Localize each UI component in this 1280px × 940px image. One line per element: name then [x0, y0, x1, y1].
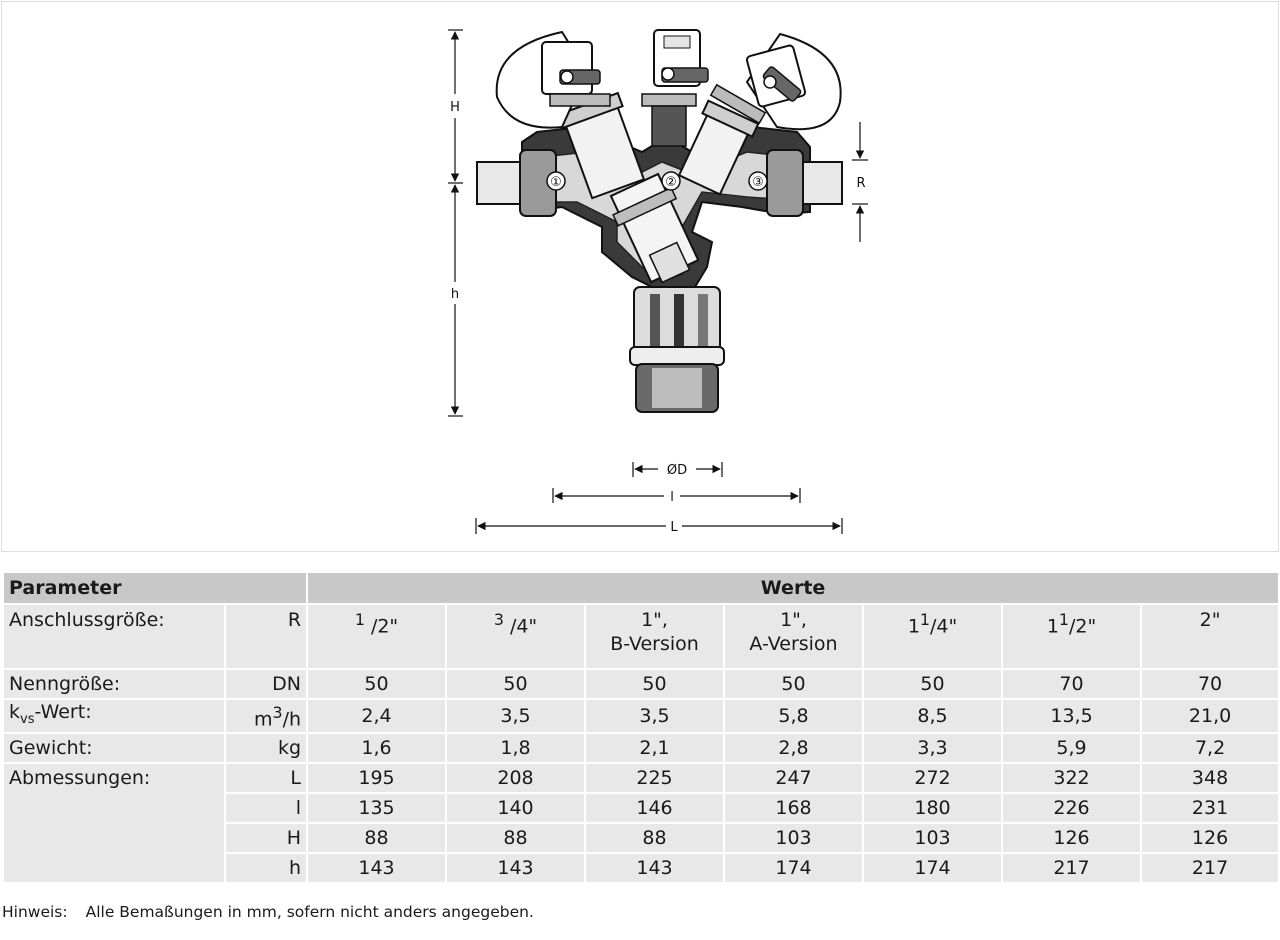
cell: 126 [1141, 823, 1279, 853]
cell: 146 [585, 793, 724, 823]
row-unit: H [225, 823, 307, 853]
table-header-row [3, 572, 1279, 604]
cell: 143 [446, 853, 585, 883]
cell: 135 [307, 793, 446, 823]
cell: 217 [1141, 853, 1279, 883]
footnote-label: Hinweis: [2, 903, 68, 921]
port-number-3: ③ [752, 175, 764, 190]
dim-label-D: ØD [666, 463, 688, 478]
row-unit: DN [225, 669, 307, 699]
cell: 225 [585, 763, 724, 793]
footnote [2, 903, 534, 921]
cell: 70 [1141, 669, 1279, 699]
table-row-anschlussgroesse [3, 604, 1279, 669]
table-row-kvs-wert [3, 699, 1279, 733]
table-row-gewicht [3, 733, 1279, 763]
cell: 2,4 [307, 699, 446, 733]
cell: 50 [724, 669, 863, 699]
cell: 70 [1002, 669, 1141, 699]
cell: 322 [1002, 763, 1141, 793]
cell: 348 [1141, 763, 1279, 793]
row-label: Abmessungen: [3, 763, 225, 883]
cell: 3,3 [863, 733, 1002, 763]
valve-body [477, 30, 842, 412]
header-parameter: Parameter [3, 572, 307, 604]
cell: 7,2 [1141, 733, 1279, 763]
table-row-nenngroesse [3, 669, 1279, 699]
cell: 247 [724, 763, 863, 793]
footnote-text: Alle Bemaßungen in mm, sofern nicht anders angegeben. [85, 903, 534, 921]
cell: 5,8 [724, 699, 863, 733]
cell: 180 [863, 793, 1002, 823]
size-one-half: $1^1/2$" [1002, 604, 1141, 669]
cell: 8,5 [863, 699, 1002, 733]
cell: 2,1 [585, 733, 724, 763]
cell: 88 [585, 823, 724, 853]
row-label: Nenngröße: [3, 669, 225, 699]
cell: 126 [1002, 823, 1141, 853]
row-label: $k_{vs}$-Wert: [3, 699, 225, 733]
size-one-inch-b: 1", B-Version [585, 604, 724, 669]
size-one-inch-a: 1", A-Version [724, 604, 863, 669]
cell: 103 [863, 823, 1002, 853]
cell: 217 [1002, 853, 1141, 883]
row-unit: L [225, 763, 307, 793]
row-unit: h [225, 853, 307, 883]
cell: 1,8 [446, 733, 585, 763]
cell: 174 [863, 853, 1002, 883]
dim-label-l: l [670, 490, 674, 505]
dim-label-H: H [450, 100, 460, 115]
dim-label-h: h [450, 287, 460, 302]
cell: 3,5 [585, 699, 724, 733]
cell: 195 [307, 763, 446, 793]
cell: 226 [1002, 793, 1141, 823]
cell: 140 [446, 793, 585, 823]
cell: 2,8 [724, 733, 863, 763]
dim-label-L: L [670, 520, 678, 535]
header-werte: Werte [307, 572, 1279, 604]
table-row-abmessungen-L [3, 763, 1279, 793]
row-unit: kg [225, 733, 307, 763]
cell: 13,5 [1002, 699, 1141, 733]
cell: 208 [446, 763, 585, 793]
test-valve-center [642, 30, 708, 146]
size-two-inch: 2" [1141, 604, 1279, 669]
size-three-quarter-inch: $^3$ /4" [446, 604, 585, 669]
cell: 21,0 [1141, 699, 1279, 733]
cell: 50 [863, 669, 1002, 699]
cell: 168 [724, 793, 863, 823]
cell: 143 [585, 853, 724, 883]
row-unit: $m^3/h$ [225, 699, 307, 733]
cell: 5,9 [1002, 733, 1141, 763]
cell: 50 [307, 669, 446, 699]
cell: 1,6 [307, 733, 446, 763]
cell: 88 [307, 823, 446, 853]
size-half-inch: $^1$ /2" [307, 604, 446, 669]
port-number-1: ① [550, 175, 562, 190]
cell: 143 [307, 853, 446, 883]
row-label: Gewicht: [3, 733, 225, 763]
row-label: Anschlussgröße: [3, 604, 225, 669]
specification-table [2, 571, 1280, 884]
technical-drawing-frame [1, 1, 1279, 552]
cell: 231 [1141, 793, 1279, 823]
dim-label-R: R [856, 176, 866, 191]
cell: 50 [446, 669, 585, 699]
cell: 174 [724, 853, 863, 883]
cell: 272 [863, 763, 1002, 793]
cell: 103 [724, 823, 863, 853]
row-unit: R [225, 604, 307, 669]
cell: 3,5 [446, 699, 585, 733]
cell: 88 [446, 823, 585, 853]
valve-technical-drawing [2, 2, 1278, 551]
port-number-2: ② [665, 175, 677, 190]
size-one-quarter: $1^1/4$" [863, 604, 1002, 669]
cell: 50 [585, 669, 724, 699]
row-unit: l [225, 793, 307, 823]
